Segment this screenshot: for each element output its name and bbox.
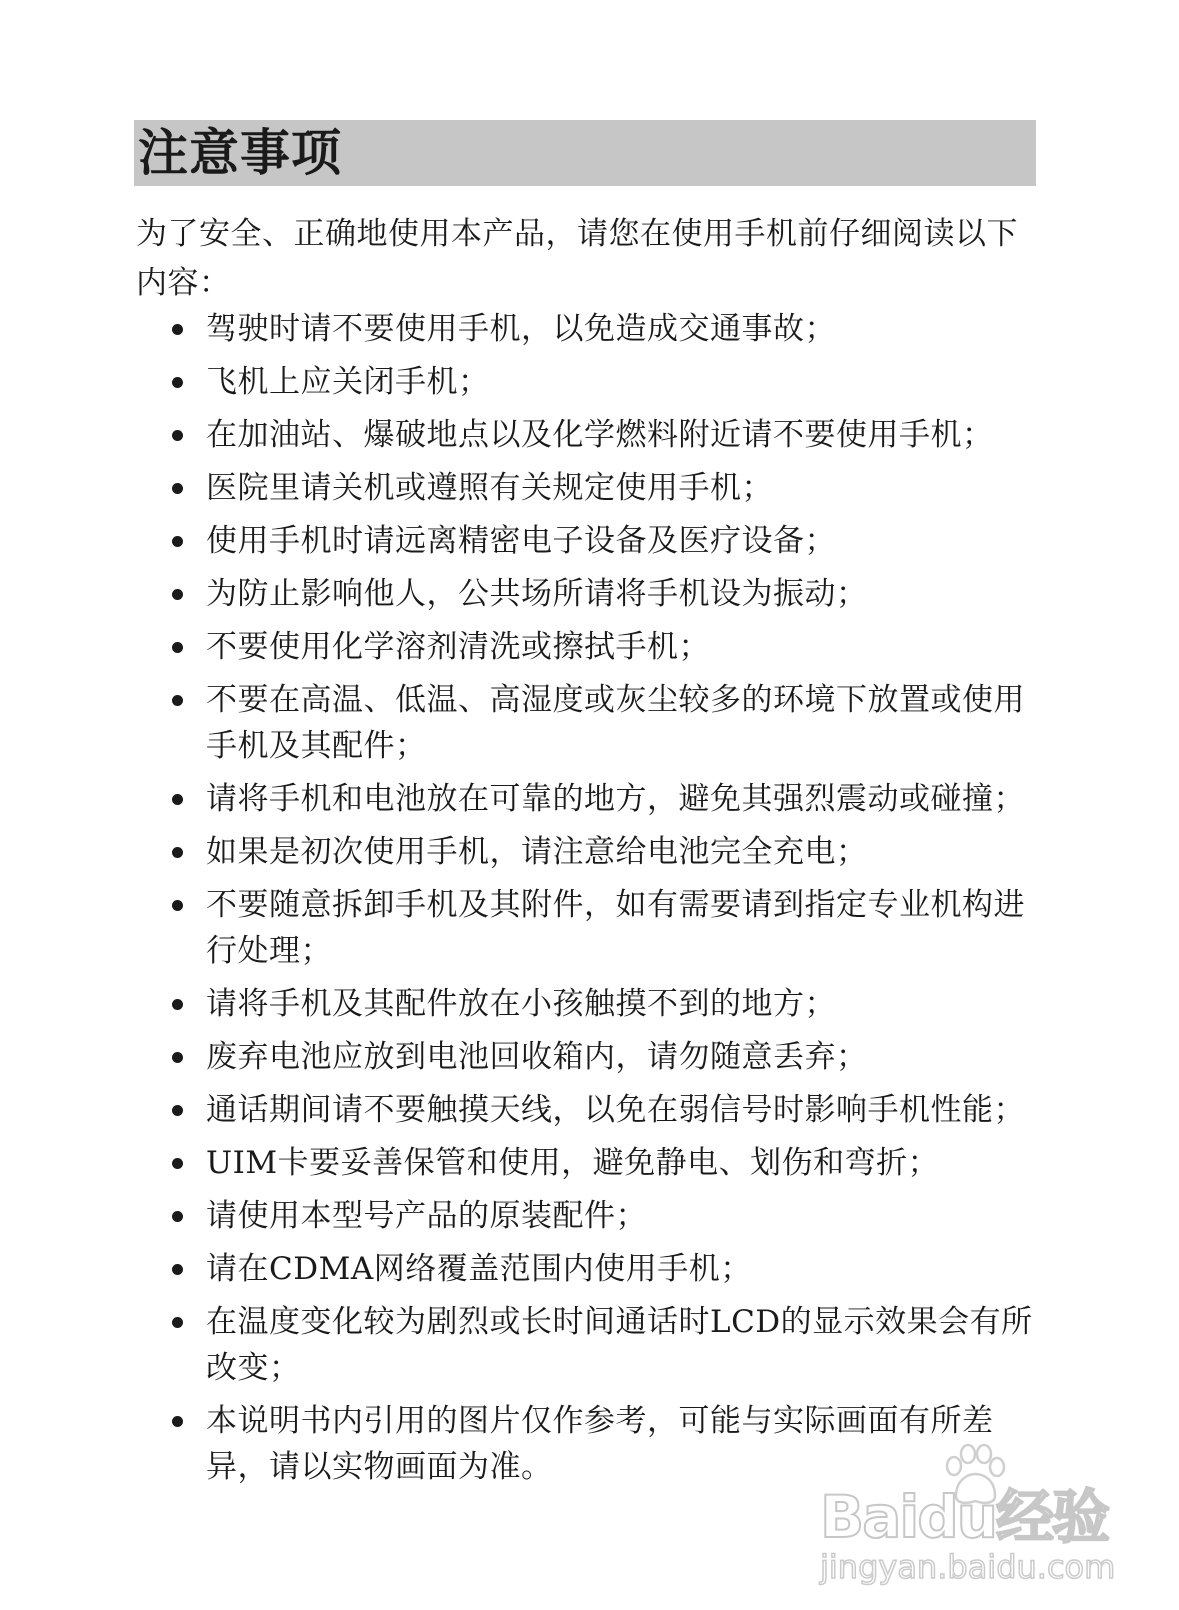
bullet-icon [172,324,183,335]
notice-item [172,306,1042,352]
bullet-icon [172,900,183,911]
bullet-icon [172,794,183,805]
notice-list [172,306,1042,1497]
intro-paragraph: 为了安全、正确地使用本产品，请您在使用手机前仔细阅读以下内容： [136,216,1018,301]
notice-text: 不要随意拆卸手机及其附件，如有需要请到指定专业机构进行处理； [206,887,1025,969]
notice-item [172,412,1042,458]
notice-text: 废弃电池应放到电池回收箱内，请勿随意丢弃； [206,1039,868,1075]
bullet-icon [172,1211,183,1222]
notice-text: 通话期间请不要触摸天线，以免在弱信号时影响手机性能； [206,1092,1025,1128]
bullet-icon [172,483,183,494]
notice-text: 请使用本型号产品的原装配件； [206,1198,647,1234]
notice-text: 驾驶时请不要使用手机，以免造成交通事故； [206,311,836,347]
notice-text: 飞机上应关闭手机； [206,364,490,400]
bullet-icon [172,536,183,547]
bullet-icon [172,1052,183,1063]
notice-item [172,1087,1042,1133]
notice-text: 医院里请关机或遵照有关规定使用手机； [206,470,773,506]
notice-text: 如果是初次使用手机，请注意给电池完全充电； [206,834,868,870]
notice-text: 使用手机时请远离精密电子设备及医疗设备； [206,523,836,559]
bullet-icon [172,589,183,600]
bullet-icon [172,1158,183,1169]
bullet-icon [172,642,183,653]
notice-item [172,776,1042,822]
bullet-icon [172,847,183,858]
notice-text: 请将手机及其配件放在小孩触摸不到的地方； [206,986,836,1022]
baidu-jingyan-logo: Baidu经验 [820,1483,1109,1551]
bullet-icon [172,1416,183,1427]
bullet-icon [172,1317,183,1328]
notice-item [172,1034,1042,1080]
notice-text: 请在CDMA网络覆盖范围内使用手机； [206,1251,752,1287]
notice-text: 为防止影响他人，公共场所请将手机设为振动； [206,576,868,612]
bullet-icon [172,695,183,706]
notice-item [172,624,1042,670]
notice-text: 在加油站、爆破地点以及化学燃料附近请不要使用手机； [206,417,994,453]
bullet-icon [172,999,183,1010]
bullet-icon [172,1105,183,1116]
watermark [820,1440,1150,1600]
notice-item [172,1140,1042,1186]
notice-text: 本说明书内引用的图片仅作参考，可能与实际画面有所差异，请以实物画面为准。 [206,1403,994,1485]
notice-text: UIM卡要妥善保管和使用，避免静电、划伤和弯折； [206,1145,940,1181]
notice-item [172,359,1042,405]
notice-item [172,981,1042,1027]
notice-text: 不要使用化学溶剂清洗或擦拭手机； [206,629,710,665]
section-title-bar [134,120,1036,186]
notice-text: 在温度变化较为剧烈或长时间通话时LCD的显示效果会有所改变； [206,1304,1033,1386]
notice-item [172,1299,1042,1391]
notice-item [172,465,1042,511]
notice-item [172,518,1042,564]
page-title: 注意事项 [138,124,342,182]
notice-item [172,677,1042,769]
notice-item [172,882,1042,974]
notice-item [172,1193,1042,1239]
bullet-icon [172,377,183,388]
notice-item [172,571,1042,617]
bullet-icon [172,430,183,441]
notice-item [172,829,1042,875]
notice-item [172,1246,1042,1292]
notice-text: 不要在高温、低温、高湿度或灰尘较多的环境下放置或使用手机及其配件； [206,682,1025,764]
bullet-icon [172,1264,183,1275]
watermark-url: jingyan.baidu.com [820,1548,1116,1586]
notice-text: 请将手机和电池放在可靠的地方，避免其强烈震动或碰撞； [206,781,1025,817]
